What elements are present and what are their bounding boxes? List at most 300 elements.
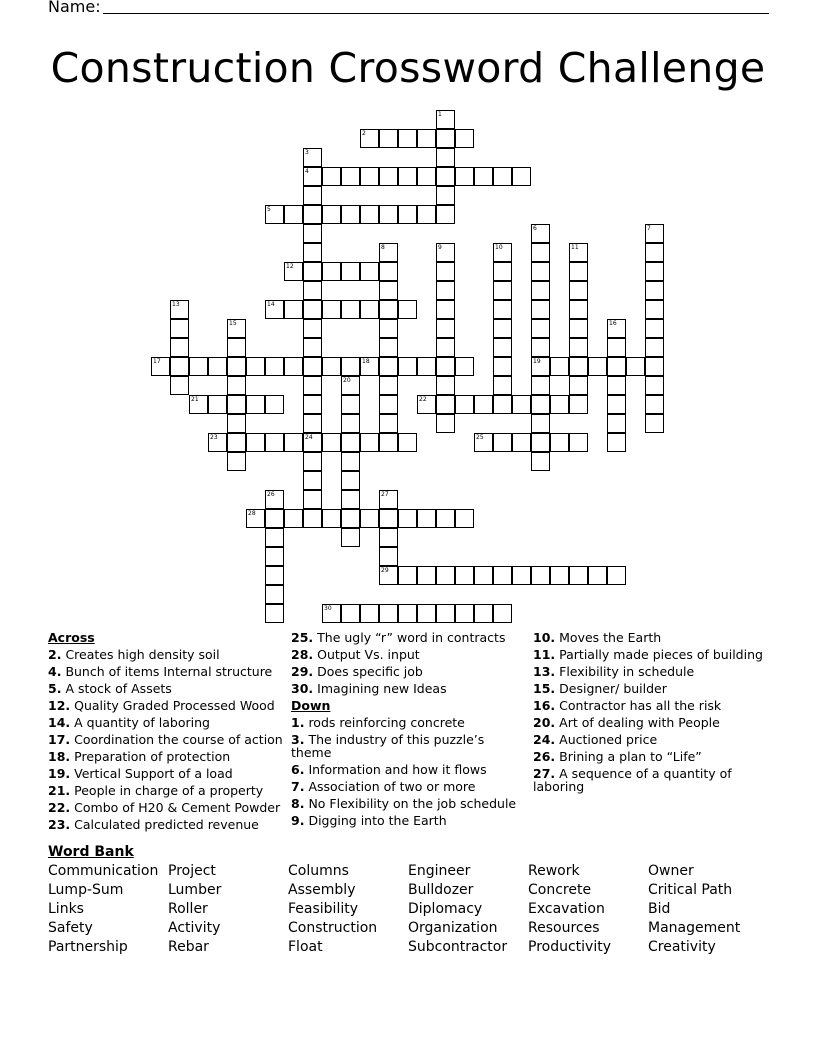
grid-cell[interactable]	[417, 167, 436, 186]
grid-cell[interactable]	[265, 547, 284, 566]
grid-cell[interactable]	[208, 433, 227, 452]
grid-cell[interactable]	[341, 509, 360, 528]
grid-cell[interactable]	[398, 129, 417, 148]
grid-cell[interactable]	[379, 604, 398, 623]
grid-cell[interactable]	[303, 452, 322, 471]
grid-cell[interactable]	[341, 604, 360, 623]
grid-cell[interactable]	[322, 604, 341, 623]
grid-cell[interactable]	[265, 509, 284, 528]
word-bank-column-2	[168, 862, 221, 957]
grid-cell[interactable]	[341, 376, 360, 395]
grid-cell[interactable]	[569, 281, 588, 300]
grid-cell[interactable]	[379, 262, 398, 281]
grid-cell[interactable]	[493, 319, 512, 338]
grid-cell[interactable]	[436, 243, 455, 262]
grid-cell[interactable]	[227, 395, 246, 414]
grid-cell[interactable]	[398, 604, 417, 623]
word-bank-item: Partnership	[48, 939, 128, 955]
grid-cell[interactable]	[436, 148, 455, 167]
grid-cell[interactable]	[436, 604, 455, 623]
grid-cell[interactable]	[398, 205, 417, 224]
grid-cell[interactable]	[341, 452, 360, 471]
grid-cell[interactable]	[531, 224, 550, 243]
grid-cell[interactable]	[436, 300, 455, 319]
grid-cell[interactable]	[284, 205, 303, 224]
word-bank-item: Rebar	[168, 939, 209, 955]
grid-cell[interactable]	[360, 167, 379, 186]
grid-cell[interactable]	[569, 262, 588, 281]
grid-cell[interactable]	[246, 395, 265, 414]
clue-down-24: 24. Auctioned price	[533, 732, 658, 747]
grid-cell[interactable]	[645, 414, 664, 433]
grid-cell[interactable]	[322, 205, 341, 224]
grid-cell[interactable]	[493, 300, 512, 319]
grid-cell[interactable]	[360, 262, 379, 281]
grid-cell[interactable]	[493, 395, 512, 414]
grid-cell[interactable]	[227, 414, 246, 433]
grid-cell[interactable]	[455, 129, 474, 148]
grid-cell[interactable]	[436, 509, 455, 528]
grid-cell[interactable]	[417, 129, 436, 148]
grid-cell[interactable]	[284, 509, 303, 528]
grid-cell[interactable]	[379, 509, 398, 528]
grid-cell[interactable]	[379, 281, 398, 300]
grid-cell[interactable]	[493, 376, 512, 395]
clue-across-18: 18. Preparation of protection	[48, 749, 231, 764]
grid-cell[interactable]	[379, 490, 398, 509]
grid-cell[interactable]	[246, 433, 265, 452]
grid-cell[interactable]	[265, 300, 284, 319]
grid-cell[interactable]	[341, 528, 360, 547]
clue-down-26: 26. Brining a plan to “Life”	[533, 749, 702, 764]
grid-cell[interactable]	[360, 509, 379, 528]
grid-cell[interactable]	[341, 262, 360, 281]
clue-number: 11	[571, 244, 579, 251]
grid-cell[interactable]	[436, 129, 455, 148]
grid-cell[interactable]	[569, 243, 588, 262]
grid-cell[interactable]	[436, 262, 455, 281]
grid-cell[interactable]	[265, 205, 284, 224]
grid-cell[interactable]	[246, 509, 265, 528]
clue-number: 13	[172, 301, 180, 308]
clue-across-2: 2. Creates high density soil	[48, 647, 220, 662]
word-bank-item: Communication	[48, 863, 159, 879]
grid-cell[interactable]	[341, 167, 360, 186]
grid-cell[interactable]	[379, 357, 398, 376]
grid-cell[interactable]	[645, 262, 664, 281]
grid-cell[interactable]	[493, 566, 512, 585]
grid-cell[interactable]	[208, 357, 227, 376]
grid-cell[interactable]	[379, 338, 398, 357]
word-bank-column-1	[48, 862, 158, 957]
grid-cell[interactable]	[436, 376, 455, 395]
grid-cell[interactable]	[607, 376, 626, 395]
word-bank-title: Word Bank	[48, 844, 134, 860]
clue-down-3: 3. The industry of this puzzle’s theme	[291, 732, 485, 760]
grid-cell[interactable]	[474, 167, 493, 186]
grid-cell[interactable]	[531, 414, 550, 433]
grid-cell[interactable]	[303, 490, 322, 509]
grid-cell[interactable]	[436, 566, 455, 585]
grid-cell[interactable]	[436, 167, 455, 186]
grid-cell[interactable]	[645, 243, 664, 262]
grid-cell[interactable]	[645, 224, 664, 243]
grid-cell[interactable]	[531, 395, 550, 414]
clues-column-3	[533, 629, 773, 795]
grid-cell[interactable]	[531, 433, 550, 452]
grid-cell[interactable]	[436, 357, 455, 376]
grid-cell[interactable]	[303, 319, 322, 338]
clue-down-7: 7. Association of two or more	[291, 779, 476, 794]
grid-cell[interactable]	[303, 167, 322, 186]
grid-cell[interactable]	[474, 395, 493, 414]
grid-cell[interactable]	[379, 167, 398, 186]
grid-cell[interactable]	[493, 243, 512, 262]
grid-cell[interactable]	[322, 300, 341, 319]
grid-cell[interactable]	[607, 414, 626, 433]
clue-across-21: 21. People in charge of a property	[48, 783, 264, 798]
grid-cell[interactable]	[398, 433, 417, 452]
grid-cell[interactable]	[493, 167, 512, 186]
grid-cell[interactable]	[284, 357, 303, 376]
word-bank-item: Feasibility	[288, 901, 358, 917]
grid-cell[interactable]	[322, 167, 341, 186]
grid-cell[interactable]	[379, 205, 398, 224]
word-bank-item: Creativity	[648, 939, 716, 955]
grid-cell[interactable]	[474, 433, 493, 452]
grid-cell[interactable]	[341, 357, 360, 376]
grid-cell[interactable]	[455, 604, 474, 623]
clue-across-12: 12. Quality Graded Processed Wood	[48, 698, 275, 713]
word-bank-item: Bid	[648, 901, 671, 917]
grid-cell[interactable]	[379, 528, 398, 547]
grid-cell[interactable]	[303, 414, 322, 433]
clue-number: 1	[438, 111, 442, 118]
word-bank-item: Organization	[408, 920, 498, 936]
grid-cell[interactable]	[531, 357, 550, 376]
grid-cell[interactable]	[246, 357, 265, 376]
grid-cell[interactable]	[531, 338, 550, 357]
grid-cell[interactable]	[645, 319, 664, 338]
grid-cell[interactable]	[265, 528, 284, 547]
grid-cell[interactable]	[360, 433, 379, 452]
clue-down-8: 8. No Flexibility on the job schedule	[291, 796, 517, 811]
grid-cell[interactable]	[455, 509, 474, 528]
grid-cell[interactable]	[436, 281, 455, 300]
grid-cell[interactable]	[284, 300, 303, 319]
grid-cell[interactable]	[550, 433, 569, 452]
grid-cell[interactable]	[645, 300, 664, 319]
grid-cell[interactable]	[436, 205, 455, 224]
grid-cell[interactable]	[303, 300, 322, 319]
clue-number: 26	[267, 491, 275, 498]
grid-cell[interactable]	[531, 262, 550, 281]
clue-number: 30	[324, 605, 332, 612]
clue-number: 8	[381, 244, 385, 251]
grid-cell[interactable]	[417, 566, 436, 585]
grid-cell[interactable]	[436, 110, 455, 129]
grid-cell[interactable]	[303, 281, 322, 300]
grid-cell[interactable]	[607, 338, 626, 357]
clues-column-2	[291, 629, 523, 829]
clue-down-15: 15. Designer/ builder	[533, 681, 667, 696]
grid-cell[interactable]	[360, 604, 379, 623]
word-bank-item: Critical Path	[648, 882, 733, 898]
word-bank-item: Activity	[168, 920, 221, 936]
grid-cell[interactable]	[645, 395, 664, 414]
clue-across-28: 28. Output Vs. input	[291, 647, 420, 662]
grid-cell[interactable]	[493, 433, 512, 452]
grid-cell[interactable]	[341, 433, 360, 452]
grid-cell[interactable]	[341, 395, 360, 414]
grid-cell[interactable]	[417, 205, 436, 224]
grid-cell[interactable]	[303, 376, 322, 395]
clue-down-11: 11. Partially made pieces of building	[533, 647, 763, 662]
grid-cell[interactable]	[379, 433, 398, 452]
grid-cell[interactable]	[360, 129, 379, 148]
grid-cell[interactable]	[322, 433, 341, 452]
grid-cell[interactable]	[550, 566, 569, 585]
clue-number: 24	[305, 434, 313, 441]
grid-cell[interactable]	[341, 300, 360, 319]
grid-cell[interactable]	[227, 376, 246, 395]
grid-cell[interactable]	[341, 205, 360, 224]
grid-cell[interactable]	[227, 338, 246, 357]
grid-cell[interactable]	[227, 357, 246, 376]
grid-cell[interactable]	[303, 262, 322, 281]
word-bank-item: Safety	[48, 920, 93, 936]
grid-cell[interactable]	[645, 281, 664, 300]
grid-cell[interactable]	[512, 395, 531, 414]
grid-cell[interactable]	[607, 319, 626, 338]
grid-cell[interactable]	[626, 357, 645, 376]
grid-cell[interactable]	[341, 490, 360, 509]
grid-cell[interactable]	[588, 566, 607, 585]
grid-cell[interactable]	[265, 433, 284, 452]
grid-cell[interactable]	[360, 300, 379, 319]
grid-cell[interactable]	[322, 262, 341, 281]
word-bank-item: Bulldozer	[408, 882, 474, 898]
grid-cell[interactable]	[303, 357, 322, 376]
word-bank-item: Owner	[648, 863, 694, 879]
grid-cell[interactable]	[645, 338, 664, 357]
grid-cell[interactable]	[398, 167, 417, 186]
grid-cell[interactable]	[455, 357, 474, 376]
word-bank-item: Subcontractor	[408, 939, 508, 955]
grid-cell[interactable]	[474, 566, 493, 585]
grid-cell[interactable]	[417, 604, 436, 623]
clue-number: 27	[381, 491, 389, 498]
grid-cell[interactable]	[265, 395, 284, 414]
grid-cell[interactable]	[303, 395, 322, 414]
word-bank-item: Concrete	[528, 882, 592, 898]
clue-number: 12	[286, 263, 294, 270]
grid-cell[interactable]	[379, 566, 398, 585]
clue-number: 5	[267, 206, 271, 213]
grid-cell[interactable]	[531, 243, 550, 262]
clue-number: 6	[533, 225, 537, 232]
grid-cell[interactable]	[493, 281, 512, 300]
grid-cell[interactable]	[398, 300, 417, 319]
grid-cell[interactable]	[303, 205, 322, 224]
grid-cell[interactable]	[607, 566, 626, 585]
grid-cell[interactable]	[170, 338, 189, 357]
clue-across-23: 23. Calculated predicted revenue	[48, 817, 259, 832]
grid-cell[interactable]	[436, 319, 455, 338]
grid-cell[interactable]	[322, 357, 341, 376]
grid-cell[interactable]	[436, 338, 455, 357]
clue-number: 21	[191, 396, 199, 403]
clue-number: 4	[305, 168, 309, 175]
clue-number: 29	[381, 567, 389, 574]
grid-cell[interactable]	[569, 433, 588, 452]
grid-cell[interactable]	[455, 566, 474, 585]
grid-cell[interactable]	[360, 205, 379, 224]
grid-cell[interactable]	[569, 319, 588, 338]
grid-cell[interactable]	[493, 604, 512, 623]
grid-cell[interactable]	[493, 262, 512, 281]
clue-number: 3	[305, 149, 309, 156]
grid-cell[interactable]	[379, 414, 398, 433]
grid-cell[interactable]	[303, 224, 322, 243]
grid-cell[interactable]	[531, 452, 550, 471]
grid-cell[interactable]	[265, 566, 284, 585]
clue-number: 10	[495, 244, 503, 251]
clue-down-13: 13. Flexibility in schedule	[533, 664, 695, 679]
grid-cell[interactable]	[208, 395, 227, 414]
grid-cell[interactable]	[531, 281, 550, 300]
grid-cell[interactable]	[360, 357, 379, 376]
grid-cell[interactable]	[417, 395, 436, 414]
grid-cell[interactable]	[303, 148, 322, 167]
page-title: Construction Crossword Challenge	[50, 44, 766, 92]
grid-cell[interactable]	[436, 414, 455, 433]
grid-cell[interactable]	[474, 604, 493, 623]
grid-cell[interactable]	[531, 300, 550, 319]
grid-cell[interactable]	[265, 604, 284, 623]
grid-cell[interactable]	[341, 414, 360, 433]
grid-cell[interactable]	[512, 433, 531, 452]
grid-cell[interactable]	[569, 395, 588, 414]
grid-cell[interactable]	[417, 509, 436, 528]
word-bank-item: Roller	[168, 901, 208, 917]
grid-cell[interactable]	[512, 167, 531, 186]
grid-cell[interactable]	[379, 547, 398, 566]
grid-cell[interactable]	[151, 357, 170, 376]
grid-cell[interactable]	[531, 319, 550, 338]
grid-cell[interactable]	[569, 566, 588, 585]
word-bank-item: Rework	[528, 863, 580, 879]
grid-cell[interactable]	[379, 395, 398, 414]
grid-cell[interactable]	[531, 566, 550, 585]
grid-cell[interactable]	[303, 509, 322, 528]
grid-cell[interactable]	[569, 357, 588, 376]
grid-cell[interactable]	[550, 395, 569, 414]
grid-cell[interactable]	[227, 452, 246, 471]
grid-cell[interactable]	[322, 509, 341, 528]
grid-cell[interactable]	[607, 433, 626, 452]
grid-cell[interactable]	[303, 338, 322, 357]
grid-cell[interactable]	[607, 357, 626, 376]
grid-cell[interactable]	[569, 300, 588, 319]
clue-number: 16	[609, 320, 617, 327]
grid-cell[interactable]	[189, 395, 208, 414]
grid-cell[interactable]	[265, 490, 284, 509]
grid-cell[interactable]	[569, 338, 588, 357]
grid-cell[interactable]	[398, 566, 417, 585]
grid-cell[interactable]	[303, 433, 322, 452]
grid-cell[interactable]	[170, 300, 189, 319]
word-bank-item: Columns	[288, 863, 349, 879]
grid-cell[interactable]	[645, 376, 664, 395]
clue-down-6: 6. Information and how it flows	[291, 762, 487, 777]
grid-cell[interactable]	[303, 243, 322, 262]
grid-cell[interactable]	[512, 566, 531, 585]
grid-cell[interactable]	[588, 357, 607, 376]
clues-column-1	[48, 629, 288, 833]
grid-cell[interactable]	[265, 585, 284, 604]
grid-cell[interactable]	[265, 357, 284, 376]
grid-cell[interactable]	[493, 338, 512, 357]
clue-number: 17	[153, 358, 161, 365]
grid-cell[interactable]	[341, 471, 360, 490]
clue-number: 2	[362, 130, 366, 137]
grid-cell[interactable]	[379, 319, 398, 338]
grid-cell[interactable]	[645, 357, 664, 376]
grid-cell[interactable]	[303, 186, 322, 205]
clue-number: 18	[362, 358, 370, 365]
grid-cell[interactable]	[436, 186, 455, 205]
clue-across-29: 29. Does specific job	[291, 664, 423, 679]
grid-cell[interactable]	[607, 395, 626, 414]
clue-number: 20	[343, 377, 351, 384]
grid-cell[interactable]	[379, 376, 398, 395]
grid-cell[interactable]	[569, 376, 588, 395]
grid-cell[interactable]	[303, 471, 322, 490]
grid-cell[interactable]	[227, 319, 246, 338]
clue-down-10: 10. Moves the Earth	[533, 630, 662, 645]
grid-cell[interactable]	[379, 243, 398, 262]
grid-cell[interactable]	[170, 357, 189, 376]
grid-cell[interactable]	[170, 376, 189, 395]
clue-number: 28	[248, 510, 256, 517]
grid-cell[interactable]	[455, 167, 474, 186]
grid-cell[interactable]	[170, 319, 189, 338]
clue-number: 19	[533, 358, 541, 365]
clue-number: 23	[210, 434, 218, 441]
grid-cell[interactable]	[227, 433, 246, 452]
grid-cell[interactable]	[455, 395, 474, 414]
grid-cell[interactable]	[493, 357, 512, 376]
grid-cell[interactable]	[550, 357, 569, 376]
grid-cell[interactable]	[284, 262, 303, 281]
clue-down-20: 20. Art of dealing with People	[533, 715, 720, 730]
word-bank-item: Lumber	[168, 882, 222, 898]
grid-cell[interactable]	[417, 357, 436, 376]
grid-cell[interactable]	[379, 129, 398, 148]
grid-cell[interactable]	[398, 509, 417, 528]
grid-cell[interactable]	[379, 300, 398, 319]
grid-cell[interactable]	[436, 395, 455, 414]
grid-cell[interactable]	[531, 376, 550, 395]
word-bank-item: Lump-Sum	[48, 882, 124, 898]
word-bank-item: Management	[648, 920, 741, 936]
grid-cell[interactable]	[284, 433, 303, 452]
clue-number: 14	[267, 301, 275, 308]
grid-cell[interactable]	[398, 357, 417, 376]
across-heading: Across	[48, 630, 95, 645]
grid-cell[interactable]	[189, 357, 208, 376]
